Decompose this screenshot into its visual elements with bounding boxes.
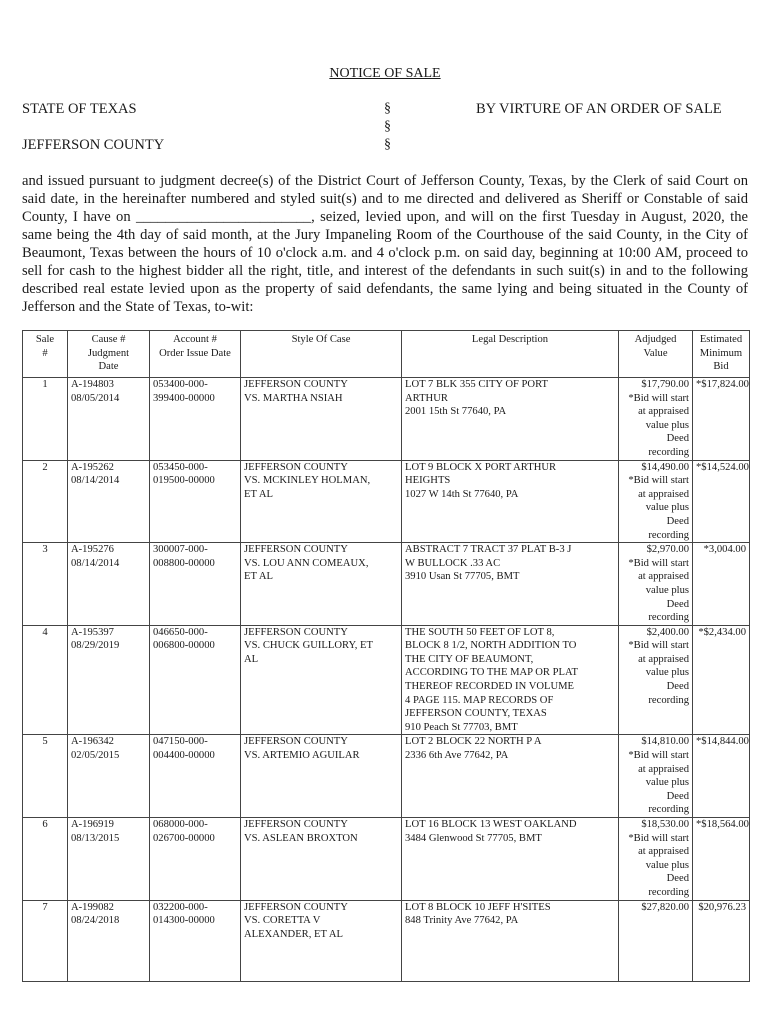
adjudged-value-cell-line: recording [648, 446, 689, 458]
cause-cell [68, 378, 150, 461]
adjudged-value-cell-line: *Bid will start [628, 640, 689, 652]
account-cell-line: 399400-00000 [153, 392, 215, 404]
header-line: Value [643, 347, 668, 359]
cause-cell-line: A-196919 [71, 819, 114, 830]
cause-cell-line: A-195397 [71, 626, 114, 638]
minimum-bid-cell [693, 900, 750, 981]
header-line: Cause # [91, 334, 126, 345]
account-cell-line: 006800-00000 [153, 640, 215, 652]
virtue-label: BY VIRTURE OF AN ORDER OF SALE [476, 101, 722, 117]
cause-cell [68, 460, 150, 543]
account-cell [150, 543, 241, 626]
adjudged-value-cell-line: recording [648, 612, 689, 624]
adjudged-value-cell-line: Deed [666, 433, 689, 445]
legal-description-cell [402, 818, 619, 901]
table-row [23, 900, 750, 981]
legal-description-cell-line: ARTHUR [405, 392, 448, 404]
style-cell-line: VS. CHUCK GUILLORY, ET [244, 640, 373, 652]
table-header-row [23, 331, 750, 378]
style-cell-line: ET AL [244, 488, 273, 500]
legal-description-cell [402, 625, 619, 735]
adjudged-value-cell-line: recording [648, 694, 689, 706]
header-style [241, 331, 402, 378]
account-cell-line: 014300-00000 [153, 915, 215, 927]
style-cell-line: ET AL [244, 571, 273, 583]
minimum-bid-cell [693, 378, 750, 461]
style-cell-line: JEFFERSON COUNTY [244, 379, 348, 390]
style-cell-line: VS. MCKINLEY HOLMAN, [244, 475, 371, 487]
account-cell [150, 900, 241, 981]
legal-description-cell-line: THE CITY OF BEAUMONT, [405, 653, 534, 665]
legal-description-cell-line: HEIGHTS [405, 475, 451, 487]
section-mark: § [384, 119, 391, 134]
account-cell [150, 625, 241, 735]
style-cell [241, 460, 402, 543]
adjudged-value-cell-line: value plus [645, 859, 689, 871]
minimum-bid-cell [693, 735, 750, 818]
adjudged-value-cell-line: at appraised [638, 846, 689, 858]
adjudged-value-cell-line: Deed [666, 790, 689, 802]
adjudged-value-cell-line: at appraised [638, 406, 689, 418]
adjudged-value-cell-line: $14,490.00 [641, 461, 689, 473]
account-cell-line: 026700-00000 [153, 832, 215, 844]
adjudged-value-cell-line: value plus [645, 777, 689, 789]
legal-description-cell-line: LOT 2 BLOCK 22 NORTH P A [405, 736, 542, 748]
adjudged-value-cell-line: Deed [666, 873, 689, 885]
section-mark: § [384, 101, 391, 116]
adjudged-value-cell-line: at appraised [638, 571, 689, 583]
legal-description-cell-line: ABSTRACT 7 TRACT 37 PLAT B-3 J [405, 544, 572, 556]
sales-table [22, 330, 750, 982]
cause-cell-line: A-195262 [71, 461, 114, 473]
cause-cell-line: A-199082 [71, 901, 114, 913]
sale-number: 4 [23, 625, 68, 735]
header-minbid [693, 331, 750, 378]
sale-number: 1 [23, 378, 68, 461]
legal-description-cell-line: THE SOUTH 50 FEET OF LOT 8, [405, 626, 555, 638]
style-cell-line: ALEXANDER, ET AL [244, 928, 343, 940]
adjudged-value-cell-line: value plus [645, 502, 689, 514]
table-row [23, 543, 750, 626]
minimum-bid-cell-line: *$14,524.00 [696, 461, 749, 473]
cause-cell-line: 08/14/2014 [71, 557, 120, 569]
minimum-bid-cell-line: $20,976.23 [698, 901, 746, 913]
table-row [23, 378, 750, 461]
cause-cell-line: A-196342 [71, 736, 114, 748]
style-cell-line: JEFFERSON COUNTY [244, 626, 348, 638]
minimum-bid-cell [693, 818, 750, 901]
intro-paragraph: and issued pursuant to judgment decree(s) of the District Court of Jefferson County, Texas, by the Clerk of said Court on said date, in the hereinafter numbered and styled suit(s) and to me directed and delivered as Sheriff or Constable of said County, I have on ________________________, seized, levied upon, and will on the first Tuesday in August, 2020, the same being the 4th day of said month, at the Jury Impaneling Room of the Courthouse of the said County, in the City of Beaumont, Texas between the hours of 10 o'clock a.m. and 4 o'clock p.m. on said day, beginning at 10:00 AM, proceed to sell for cash to the highest bidder all the right, title, and interest of the defendants in such suit(s) in and to the following described real estate levied upon as the property of said defendants, the same lying and being situated in the County of Jefferson and the State of Texas, to-wit: [22, 173, 748, 315]
cause-cell-line: 08/29/2019 [71, 640, 120, 652]
adjudged-value-cell-line: at appraised [638, 763, 689, 775]
account-cell-line: 053400-000- [153, 379, 208, 390]
legal-description-cell-line: 3910 Usan St 77705, BMT [405, 571, 520, 583]
header-adjudged [619, 331, 693, 378]
cause-cell-line: 02/05/2015 [71, 750, 120, 762]
style-cell [241, 735, 402, 818]
adjudged-value-cell-line: recording [648, 886, 689, 898]
cause-cell [68, 543, 150, 626]
county-label: JEFFERSON COUNTY [22, 137, 165, 153]
legal-description-cell-line: 4 PAGE 115. MAP RECORDS OF [405, 694, 554, 706]
adjudged-value-cell-line: value plus [645, 667, 689, 679]
cause-cell-line: A-195276 [71, 544, 114, 556]
adjudged-value-cell-line: *Bid will start [628, 475, 689, 487]
adjudged-value-cell [619, 543, 693, 626]
account-cell-line: 300007-000- [153, 544, 208, 556]
cause-cell [68, 900, 150, 981]
style-cell-line: VS. MARTHA NSIAH [244, 392, 343, 404]
account-cell [150, 818, 241, 901]
cause-cell-line: 08/14/2014 [71, 475, 120, 487]
sale-number: 2 [23, 460, 68, 543]
table-row [23, 735, 750, 818]
header-legal [402, 331, 619, 378]
adjudged-value-cell-line: recording [648, 804, 689, 816]
state-label: STATE OF TEXAS [22, 101, 137, 117]
adjudged-value-cell-line: $2,970.00 [646, 544, 689, 556]
style-cell-line: AL [244, 653, 259, 665]
style-cell-line: VS. CORETTA V [244, 915, 321, 927]
adjudged-value-cell-line: $17,790.00 [641, 379, 689, 390]
cause-cell-line: 08/05/2014 [71, 392, 120, 404]
legal-description-cell [402, 735, 619, 818]
minimum-bid-cell-line: *$17,824.00 [696, 379, 749, 390]
account-cell-line: 068000-000- [153, 819, 208, 830]
adjudged-value-cell-line: value plus [645, 419, 689, 431]
adjudged-value-cell-line: *Bid will start [628, 750, 689, 762]
style-cell-line: VS. ARTEMIO AGUILAR [244, 750, 360, 762]
sale-number: 7 [23, 900, 68, 981]
style-cell-line: VS. LOU ANN COMEAUX, [244, 557, 369, 569]
minimum-bid-cell-line: *$14,844.00 [696, 736, 749, 748]
legal-description-cell [402, 900, 619, 981]
legal-description-cell [402, 543, 619, 626]
legal-description-cell-line: 910 Peach St 77703, BMT [405, 721, 518, 733]
legal-description-cell-line: 2001 15th St 77640, PA [405, 406, 507, 418]
adjudged-value-cell [619, 378, 693, 461]
account-cell-line: 008800-00000 [153, 557, 215, 569]
sale-number: 3 [23, 543, 68, 626]
header-line: Minimum [699, 347, 743, 359]
table-row [23, 625, 750, 735]
sale-number: 6 [23, 818, 68, 901]
section-mark: § [384, 137, 391, 152]
account-cell-line: 032200-000- [153, 901, 208, 913]
account-cell-line: 046650-000- [153, 626, 208, 638]
legal-description-cell-line: LOT 7 BLK 355 CITY OF PORT [405, 379, 548, 390]
style-cell-line: JEFFERSON COUNTY [244, 736, 348, 748]
cause-cell [68, 625, 150, 735]
adjudged-value-cell-line: at appraised [638, 488, 689, 500]
header-account [150, 331, 241, 378]
legal-description-cell-line: LOT 16 BLOCK 13 WEST OAKLAND [405, 819, 577, 830]
minimum-bid-cell-line: *$2,434.00 [698, 626, 746, 638]
adjudged-value-cell-line: $2,400.00 [646, 626, 689, 638]
adjudged-value-cell-line: *Bid will start [628, 557, 689, 569]
adjudged-value-cell-line: $14,810.00 [641, 736, 689, 748]
cause-cell-line: A-194803 [71, 379, 114, 390]
adjudged-value-cell [619, 735, 693, 818]
header-line: # [42, 347, 48, 359]
account-cell-line: 047150-000- [153, 736, 208, 748]
adjudged-value-cell-line: *Bid will start [628, 832, 689, 844]
minimum-bid-cell-line: *$18,564.00 [696, 819, 749, 830]
legal-description-cell [402, 460, 619, 543]
header-line: Legal Description [471, 334, 549, 345]
adjudged-value-cell-line: Deed [666, 681, 689, 693]
adjudged-value-cell-line: Deed [666, 515, 689, 527]
minimum-bid-cell-line: *3,004.00 [703, 544, 746, 556]
header-line: Date [98, 361, 119, 373]
adjudged-value-cell-line: at appraised [638, 653, 689, 665]
legal-description-cell-line: 2336 6th Ave 77642, PA [405, 750, 509, 762]
legal-description-cell-line: 848 Trinity Ave 77642, PA [405, 915, 519, 927]
account-cell [150, 378, 241, 461]
style-cell-line: JEFFERSON COUNTY [244, 901, 348, 913]
header-sale [23, 331, 68, 378]
adjudged-value-cell-line: $27,820.00 [641, 901, 689, 913]
header-cause [68, 331, 150, 378]
adjudged-value-cell [619, 900, 693, 981]
adjudged-value-cell [619, 460, 693, 543]
header-line: Judgment [87, 347, 130, 359]
style-cell [241, 378, 402, 461]
style-cell-line: VS. ASLEAN BROXTON [244, 832, 358, 844]
header-line: Style Of Case [291, 334, 351, 345]
notice-title: NOTICE OF SALE [329, 66, 441, 81]
cause-cell [68, 818, 150, 901]
legal-description-cell [402, 378, 619, 461]
sale-number: 5 [23, 735, 68, 818]
cause-cell [68, 735, 150, 818]
header-line: Bid [713, 361, 729, 373]
legal-description-cell-line: 1027 W 14th St 77640, PA [405, 488, 519, 500]
cause-cell-line: 08/13/2015 [71, 832, 120, 844]
table-row [23, 460, 750, 543]
legal-description-cell-line: BLOCK 8 1/2, NORTH ADDITION TO [405, 640, 577, 652]
legal-description-cell-line: W BULLOCK .33 AC [405, 557, 501, 569]
adjudged-value-cell [619, 818, 693, 901]
legal-description-cell-line: JEFFERSON COUNTY, TEXAS [405, 708, 547, 720]
minimum-bid-cell [693, 625, 750, 735]
adjudged-value-cell-line: $18,530.00 [641, 819, 689, 830]
account-cell [150, 460, 241, 543]
header-line: Account # [173, 334, 217, 345]
header-line: Estimated [699, 334, 743, 345]
style-cell [241, 625, 402, 735]
legal-description-cell-line: 3484 Glenwood St 77705, BMT [405, 832, 542, 844]
header-line: Order Issue Date [159, 347, 231, 359]
header-line: Adjudged [634, 334, 677, 345]
account-cell-line: 004400-00000 [153, 750, 215, 762]
minimum-bid-cell [693, 460, 750, 543]
cause-cell-line: 08/24/2018 [71, 915, 120, 927]
style-cell-line: JEFFERSON COUNTY [244, 461, 348, 473]
account-cell-line: 019500-00000 [153, 475, 215, 487]
legal-description-cell-line: LOT 9 BLOCK X PORT ARTHUR [405, 461, 557, 473]
adjudged-value-cell-line: *Bid will start [628, 392, 689, 404]
account-cell [150, 735, 241, 818]
style-cell [241, 900, 402, 981]
legal-description-cell-line: ACCORDING TO THE MAP OR PLAT [405, 667, 578, 679]
account-cell-line: 053450-000- [153, 461, 208, 473]
adjudged-value-cell-line: Deed [666, 598, 689, 610]
table-row [23, 818, 750, 901]
style-cell-line: JEFFERSON COUNTY [244, 544, 348, 556]
legal-description-cell-line: THEREOF RECORDED IN VOLUME [405, 681, 575, 693]
style-cell-line: JEFFERSON COUNTY [244, 819, 348, 830]
adjudged-value-cell [619, 625, 693, 735]
legal-description-cell-line: LOT 8 BLOCK 10 JEFF H'SITES [405, 901, 551, 913]
adjudged-value-cell-line: value plus [645, 584, 689, 596]
style-cell [241, 818, 402, 901]
header-line: Sale [35, 334, 55, 345]
adjudged-value-cell-line: recording [648, 529, 689, 541]
minimum-bid-cell [693, 543, 750, 626]
style-cell [241, 543, 402, 626]
